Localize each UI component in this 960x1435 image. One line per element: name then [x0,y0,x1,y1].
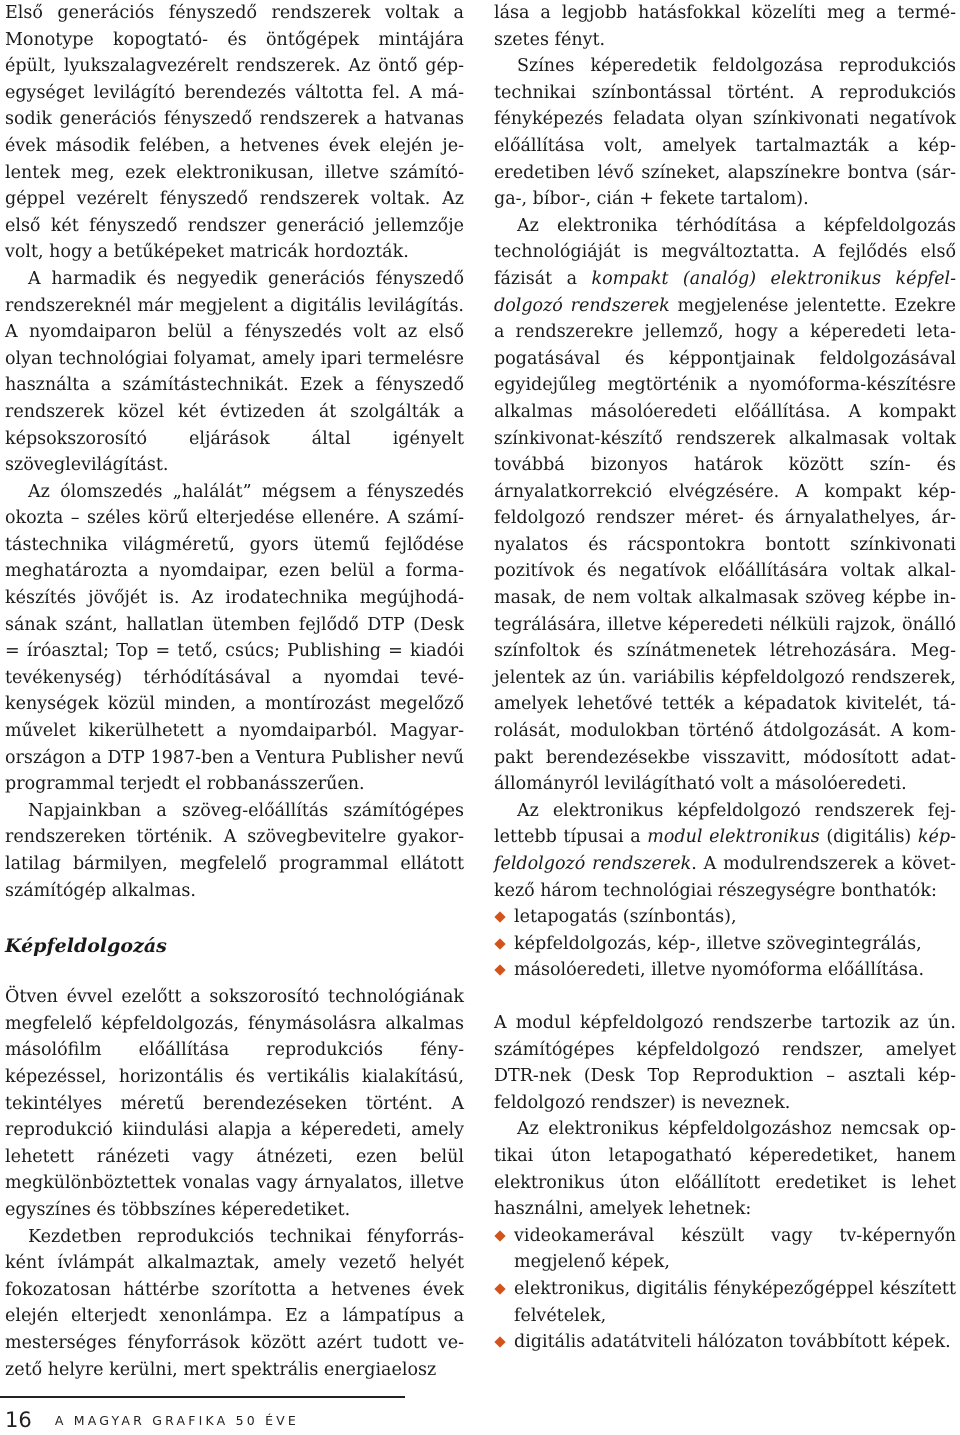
right-column [494,0,956,1356]
footer-divider [0,1396,405,1398]
section-heading: Képfeldolgozás [5,935,167,958]
diamond-bullet-icon [494,938,505,949]
running-title: A MAGYAR GRAFIKA 50 ÉVE [54,1412,300,1428]
diamond-bullet-icon [494,965,505,976]
diamond-bullet-icon [494,912,505,923]
paragraph: Az ólomszedés „halálát” mégsem a fényszedés okozta – széles körű elterjedése ellenére. A számítástechnika világméretű, gyors ütemű fejlődése meghatározta a nyomdaipar, ezen belül a formakészítés jövőjét is. Az irodatechnika megújhodásának szánt, hallatlan ütemben fejlődő DTP (Desk = íróasztal; Top = tető, csúcs; Publishing = kiadói tevékenység) térhódításával a nyomdai tevékenységek közül minden, a montírozást megelőző művelet kikerülhetett a nyomdaiparból. Magyarországon a DTP 1987-ben a Ventura Publisher nevű programmal terjedt el robbanásszerűen. [5,481,464,795]
list-item: digitális adatátviteli hálózaton továbbított képek. [494,1329,956,1356]
paragraph: A harmadik és negyedik generációs fényszedő rendszereknél már megjelent a digitális levilágítás. A nyomdaiparon belül a fényszedés volt az első olyan technológiai folyamat, amely ipari termelésre használta a számítástechnikát. Ezek a fényszedő rendszerek közel két évtizeden át szolgálták a képsokszorosító eljárások által igényelt szöveglevilágítást. [5,268,464,476]
list-item: videokamerával készült vagy tv-képernyőn megjelenő képek, [494,1223,956,1276]
paragraph: Színes képeredetik feldolgozása reprodukciós technikai színbontással történt. A reprodukciós fényképezés feladata olyan színkivonati negatívok előállítása volt, amelyek tartalmazták a képeredetiben lévő színeket, alapszínekre bontva (sárga-, bíbor-, cián + fekete tartalom). [494,56,956,210]
paragraph: Az elektronika térhódítása a képfeldolgozás technológiáját is megváltoztatta. A fejlődés első fázisát a kompakt (analóg) elektronikus képfeldolgozó rendszerek megjelenése jelentette. Ezekre a rendszerekre jellemző, hogy a képeredeti letapogatásával és képpontjainak feldolgozásával egyidejűleg megtörténik a nyomóforma-készítésre alkalmas másolóeredeti előállítása. A kompakt színkivonat-készítő rendszerek alkalmasak voltak továbbá bizonyos határok között szín- és árnyalatkorrekció elvégzésére. A kompakt képfeldolgozó rendszer méret- és árnyalathelyes, árnyalatos és rácspontokra bontott színkivonati pozitívok és negatívok előállítására voltak alkalmasak, de nem voltak alkalmasak szöveg képbe integrálására, illetve képeredeti nélküli rajzok, önálló színfoltok és színátmenetek létrehozására. Megjelentek az ún. variábilis képfeldolgozó rendszerek, amelyek lehetővé tették a képadatok kivitelét, tárolását, modulokban történő átdolgozását. A kompakt berendezésekbe visszavitt, módosított adatállományról levilágítható volt a másolóeredeti. [494,215,956,795]
list-item: képfeldolgozás, kép-, illetve szövegintegrálás, [494,931,956,958]
paragraph: Kezdetben reprodukciós technikai fényforrásként ívlámpát alkalmaztak, amely vezető helyét fokozatosan háttérbe szorította a hetvenes évek elején elterjedt xenonlámpa. Ez a lámpatípus a mesterséges fényforrások között azért tudott vezető helyre kerülni, mert spektrális energiaelosz [5,1226,464,1380]
left-column [5,0,464,1383]
paragraph: Ötven évvel ezelőtt a sokszorosító technológiának megfelelő képfeldolgozás, fénymásolásra alkalmas másolófilm előállítása reprodukciós fényképezéssel, horizontális és vertikális kialakítású, tekintélyes méretű berendezéseken történt. A reprodukció kiindulási alapja a képeredeti, amely lehetett ránézeti vagy átnézeti, ezen belül megkülönböztettek vonalas vagy árnyalatos, illetve egyszínes és többszínes képeredetiket. [5,987,464,1220]
diamond-bullet-icon [494,1230,505,1241]
list-item: letapogatás (színbontás), [494,904,956,931]
diamond-bullet-icon [494,1283,505,1294]
paragraph: A modul képfeldolgozó rendszerbe tartozik az ún. számítógépes képfeldolgozó rendszer, amelyet DTR-nek (Desk Top Reproduktion – asztali képfeldolgozó rendszer) is neveznek. [494,1012,956,1113]
page-number: 16 [5,1408,32,1432]
paragraph: Az elektronikus képfeldolgozó rendszerek fejlettebb típusai a modul elektronikus (digitális) képfeldolgozó rendszerek. A modulrendszerek a következő három technológiai részegységre bonthatók: [494,800,956,901]
bullet-list-modules [494,904,956,984]
paragraph: Első generációs fényszedő rendszerek voltak a Monotype kopogtató- és öntőgépek mintájára épült, lyukszalagvezérelt rendszerek. Az öntő gépegységet levilágító berendezés váltotta fel. A második generációs fényszedő rendszerek a hatvanas évek második felében, a hetvenes évek elején jelentek meg, ezek elektronikusan, illetve számítógéppel vezérelt fényszedő rendszerek voltak. Az első két fényszedő rendszer generáció jellemzője volt, hogy a betűképeket matricák hordozták. [5,3,464,263]
paragraph: Az elektronikus képfeldolgozáshoz nemcsak optikai úton letapogatható képeredetiket, hanem elektronikus úton előállított eredetiket is lehet használni, amelyek lehetnek: [494,1119,956,1220]
list-item: másolóeredeti, illetve nyomóforma előállítása. [494,957,956,984]
bullet-list-sources [494,1223,956,1356]
paragraph: Napjainkban a szöveg-előállítás számítógépes rendszereken történik. A szövegbevitelre gyakorlatilag bármilyen, megfelelő programmal ellátott számítógép alkalmas. [5,800,464,901]
diamond-bullet-icon [494,1336,505,1347]
list-item: elektronikus, digitális fényképezőgéppel készített felvételek, [494,1276,956,1329]
page-footer [5,1408,299,1432]
paragraph: lása a legjobb hatásfokkal közelíti meg a természetes fényt. [494,3,956,50]
